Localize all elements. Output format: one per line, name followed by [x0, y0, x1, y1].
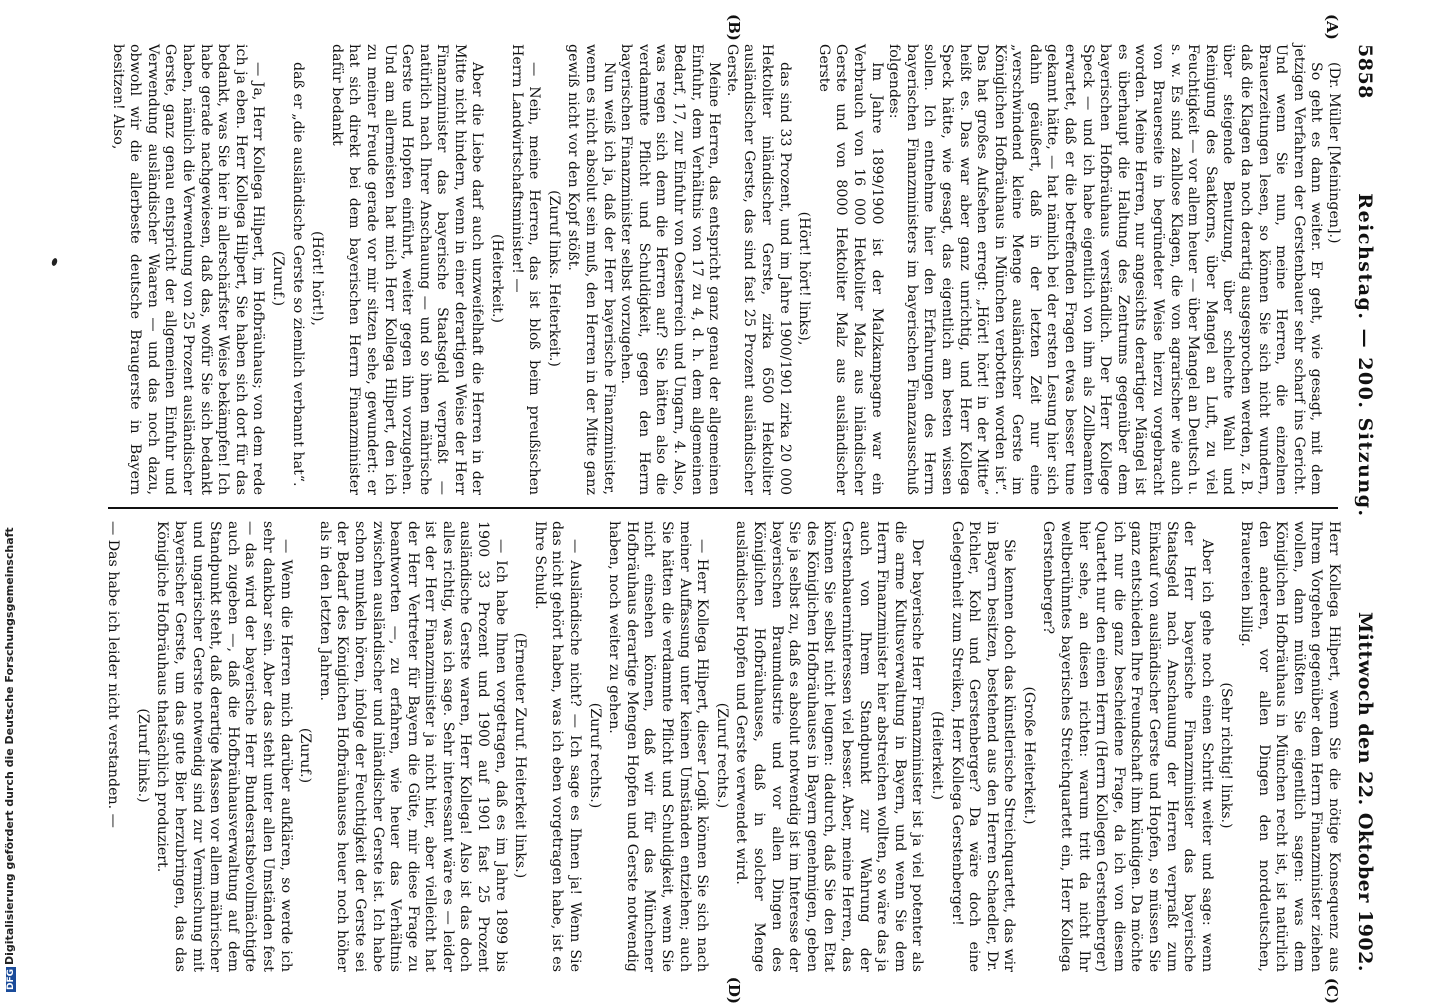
right-stage-direction: (Erneuter Zuruf. Heiterkeit links.)	[512, 632, 529, 879]
left-speaker-line: (Dr. Müller [Meiningen].)	[1326, 62, 1342, 244]
page-number: 5858	[1354, 44, 1376, 99]
right-column	[102, 521, 1342, 1004]
margin-marker-a: (A)	[1323, 14, 1341, 40]
right-paragraph: Sie kennen doch das künstlerische Streichquartett, das wir in Bayern besitzen, bestehend aus den Herren Schaedler, Dr. Pichler, Kohl und Gerstenberger? Da wäre doch eine Gelegenheit zum Streiken, Herr Kollega Gerstenberger!	[948, 521, 1018, 972]
right-paragraph: — Ich habe Ihnen vorgetragen, daß es im Jahre 1899 bis 1900 33 Prozent und 1900 auf 1901 fast 25 Prozent ausländische Gerste waren, Herr Kollega! Also ist das doch alles richtig, was ich sage. Sehr interessant wäre es — leider ist der Herr Finanzminister ja nicht hier, aber vielleicht hat der Herr Vertreter für Bayern die Güte, mir diese Frage zu beantworten —, zu erfahren, wie heuer das Verhältnis zwischen ausländischer und inländischer Gerste ist. Ich habe schon munkeln hören, infolge der Feuchtigkeit der Gerste sei der Bedarf des Königlichen Hofbräuhauses heuer noch höher als in den letzten Jahren.	[316, 521, 509, 972]
funding-credit: Digitalisierung gefördert durch die Deutsche Forschungsgemeinschaft	[3, 527, 16, 965]
sitting-date: Mittwoch den 22. Oktober 1902.	[1354, 612, 1376, 972]
page-header	[1348, 44, 1376, 972]
left-paragraph: daß er „die ausländische Gerste so ziemlich verbannt hat“.	[289, 62, 306, 487]
left-stage-direction: (Heiterkeit.)	[489, 234, 506, 323]
right-stage-direction: (Zuruf rechts.)	[713, 702, 730, 809]
footer-credit	[4, 512, 18, 992]
margin-marker-c: (C)	[1323, 977, 1341, 1004]
column-divider	[108, 507, 1338, 509]
left-stage-direction: (Hört! hört! links),	[796, 211, 813, 346]
dfg-logo: DFG	[6, 968, 16, 990]
right-stage-direction: (Heiterkeit.)	[928, 711, 945, 800]
right-paragraph: — Ausländische nicht? — Ich sage es Ihnen ja! Wenn Sie das nicht gehört haben, was ich eben vorgetragen habe, ist es Ihre Schuld.	[531, 521, 584, 972]
left-stage-direction: (Hört! hört!),	[309, 230, 326, 327]
margin-marker-b: (B)	[725, 14, 743, 41]
left-paragraph: — Ja, Herr Kollega Hilpert, im Hofbräuhaus; von dem rede ich ja eben. Herr Kollega Hilpert, Sie haben sich dort für das bedankt, was Sie hier in allerschärfster Weise bekämpfen! Ich habe gerade nachgewiesen, daß das, wofür Sie sich bedankt haben, nämlich die Verwendung von 25 Prozent ausländischer Gerste, ganz genau entspricht der allgemeinen Einfuhr und Verwendung ausländischer Waaren — und das noch dazu, obwohl wir die allerbeste deutsche Braugerste in Bayern besitzen! Also,	[109, 44, 267, 495]
right-paragraph: — Herr Kollega Hilpert, dieser Logik können Sie sich nach meiner Auffassung unter keinen Umständen entziehen; auch Sie hätten die verdammte Pflicht und Schuldigkeit, wenn Sie nicht einsehen können, daß wir für das Münchener Hofbräuhaus derartige Mengen Hopfen und Gerste notwendig haben, noch weiter zu gehen.	[606, 521, 711, 972]
left-paragraph: — Nein, meine Herren, das ist bloß beim preußischen Herrn Landwirtschaftsminister! —	[508, 44, 543, 495]
scan-smudge	[51, 257, 58, 266]
right-stage-direction: (Zuruf links.)	[134, 708, 151, 803]
right-stage-direction: (Sehr richtig! links.)	[1218, 682, 1235, 829]
right-paragraph: Der bayerische Herr Finanzminister ist ja viel potenter als die arme Kultusverwaltung in Bayern, und wenn Sie dem Herrn Finanzminister hier abstreichen wollten, so wäre das ja auch von Ihrem Standpunkt zur Wahrung der Gerstenbauerninteressen viel besser. Aber, meine Herren, das können Sie selbst nicht leugnen: dadurch, daß Sie den Etat des Königlichen Hofbräuhauses in Bayern genehmigen, geben Sie ja selbst zu, daß es absolut notwendig ist im Interesse der bayerischen Braumdustrie und vor allen Dingen des Königlichen Hofbräuhauses, daß in solcher Menge ausländischer Hopfen und Gerste verwendet wird.	[733, 521, 926, 972]
right-paragraph: — Wenn die Herren mich darüber aufklären, so werde ich sehr dankbar sein. Aber das steht unter allen Umständen fest — das wird der bayerische Herr Bundesratsbevollmächtigte auch zugeben —, daß die Hofbräuhausverwaltung auf dem Standpunkt steht, daß derartige Massen vor allem mährischer und ungarischer Gerste notwendig sind zur Vermischung mit bayerischer Gerste, um das gute Bier herzubringen, das das Königliche Hofbräuhaus thatsächlich produziert.	[154, 521, 294, 972]
rotated-document-page	[80, 8, 1390, 1008]
right-stage-direction: (Zuruf rechts.)	[586, 702, 603, 809]
right-closing-line: — Das habe ich leider nicht verstanden. —	[105, 521, 122, 828]
left-stage-direction: (Zuruf.)	[269, 250, 286, 307]
left-paragraph: das sind 33 Prozent, und im Jahre 1900/1901 zirka 20 000 Hektoliter inländischer Gerste, zirka 6500 Hektoliter ausländischer Gerste, das sind fast 25 Prozent ausländischer Gerste.	[723, 44, 793, 495]
right-paragraph: Aber ich gehe noch einen Schritt weiter und sage: wenn der Herr bayerische Finanzminister das bayerische Staatsgeld nach Anschauung der Herren verpraßt zum Einkauf von ausländischer Gerste und Hopfen, so müssen Sie ganz entschieden Ihre Freundschaft ihm kündigen. Da möchte ich nur die ganz bescheidene Frage, da ich von diesem Quartett nur den einen Herrn (Herrn Kollegen Gerstenberger) hier sehe, an diesen richten: warum tritt da nicht Ihr weltberühmtes bayerisches Streichquartett ein, Herr Kollega Gerstenberger?	[1040, 521, 1215, 972]
left-stage-direction: (Zuruf links. Heiterkeit.)	[545, 190, 562, 367]
right-stage-direction: (Große Heiterkeit.)	[1020, 686, 1037, 825]
left-paragraph: So geht es dann weiter. Er geht, wie gesagt, mit dem jetzigen Verfahren der Gerstenbauer sehr scharf ins Gericht. Und wenn Sie nun, meine Herren, die einzelnen Brauerzeitungen lesen, so können Sie sich nicht wundern, daß die Klagen da noch derartig ausgesprochen werden, z. B. über steigende Benutzung, über schlechte Wahl und Reinigung des Saatkorns, über Mangel an Luft, zu viel Feuchtigkeit — vor allem heuer — über Mangel an Deutsch u. s. w. Es sind zahllose Klagen, die von agrarischer wie auch von Brauerseite in begründeter Weise hierzu vorgebracht worden. Meine Herren, nur angesichts derartiger Mängel ist es überhaupt die Haltung des Zentrums gegenüber dem bayerischen Hofbräuhaus verständlich. Der Herr Kollege Speck — und ich habe eigentlich von ihm als Zollbeamten erwartet, daß er die betreffenden Fragen etwas besser tune gekannt hätte, — hat nämlich bei der ersten Lesung hier sich dahin geäußert, daß in der letzten Zeit nur eine „verschwindend kleine Menge ausländischer Gerste im Königlichen Hofbräuhaus in München verbotten worden ist“. Das hat großes Aufsehen erregt: „Hört! hört! in der Mitte“ heißt es. Das war aber ganz unrichtig, und Herr Kollega Speck hätte, wie gesagt, das eigentlich am besten wissen sollen. Ich entnehme hier den Erfahrungen des Herrn bayerischen Finanzministers im bayerischen Finanzausschuß folgendes:	[886, 44, 1325, 495]
left-paragraph: Meine Herren, das entspricht ganz genau der allgemeinen Einfuhr, dem Verhältnis von 17 zu 4, d. h. dem allgemeinen Bedarf, 17, zur Einfuhr von Oesterreich und Ungarn, 4. Also, was regen sich denn die Herren auf? Sie hätten also die verdammte Pflicht und Schuldigkeit, gegen den Herrn bayerischen Finanzminister selbst vorzugehen.	[618, 44, 723, 495]
left-paragraph: Nun weiß ich ja, daß der Herr bayerische Finanzminister, wenn es nicht absolut sein muß, den Herren in der Mitte ganz gewiß nicht vor den Kopf stößt.	[565, 44, 617, 495]
left-paragraph: Im Jahre 1899/1900 ist der Malzkampagne war ein Verbrauch von 16 000 Hektoliter Malz aus inländischer Gerste und von 8000 Hektoliter Malz aus ausländischer Gerste	[815, 44, 885, 495]
right-paragraph: Herr Kollega Hilpert, wenn Sie die nötige Konsequenz aus Ihrem Vorgehen gegenüber dem Herrn Finanzminister ziehen wollen, dann müßten Sie eigentlich sagen: was dem Königlichen Hofbräuhaus in München recht ist, ist natürlich den anderen, vor allen Dingen den norddeutschen, Brauereien billig.	[1238, 521, 1342, 972]
left-column	[102, 14, 1342, 495]
page-title: Reichstag. — 200. Sitzung.	[1354, 193, 1376, 518]
left-paragraph: Aber die Liebe darf auch unzweifelhaft die Herren in der Mitte nicht hindern, wenn in einer derartigen Weise der Herr Finanzminister das bayerische Staatsgeld verpraßt — natürlich nach Ihrer Anschauung — und so ihnen mährische Gerste und Hopfen einführt, weiter gegen ihn vorzugehen. Und am allermeisten hat mich Herr Kollega Hilpert, den ich zu meiner Freude gerade vor mir sitzen sehe, gewundert: er hat sich direkt bei dem bayerischen Herrn Finanzminister dafür bedankt	[328, 44, 486, 495]
margin-marker-d: (D)	[725, 976, 743, 1004]
right-stage-direction: (Zuruf.)	[297, 727, 314, 784]
text-columns	[102, 14, 1342, 1004]
